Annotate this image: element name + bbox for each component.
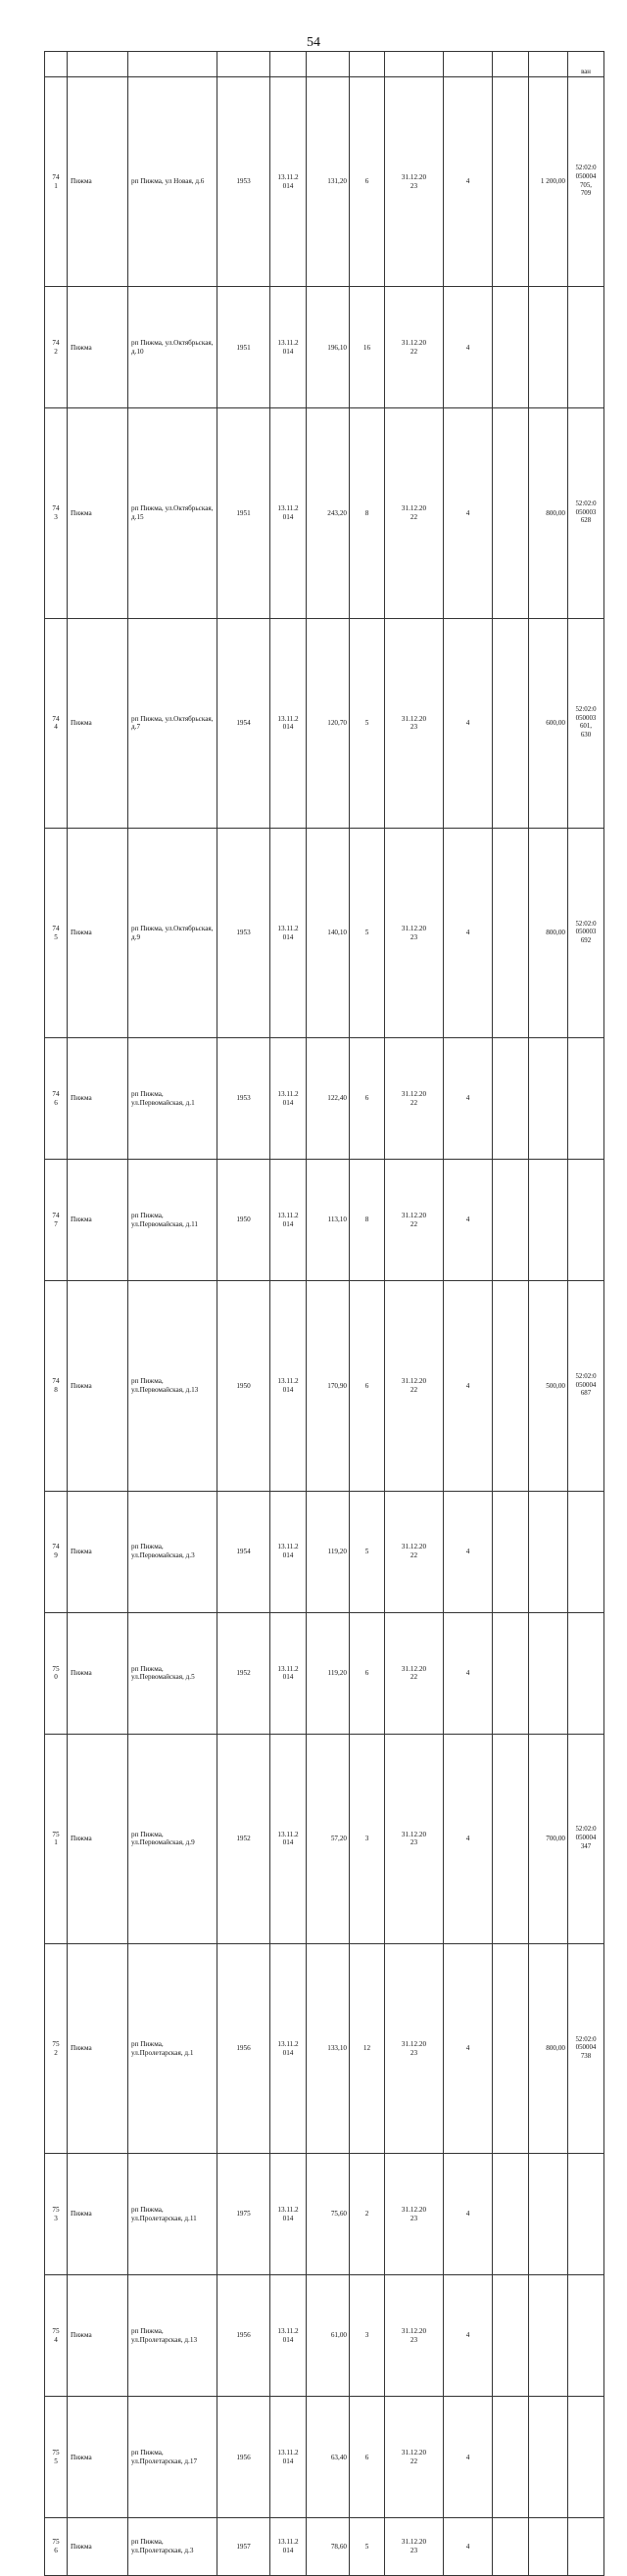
deadline-cell: 31.12.20 22	[385, 1491, 444, 1612]
cadastral-cell	[568, 2154, 604, 2275]
name-cell: Пижма	[68, 1612, 128, 1734]
area-cell: 57,20	[307, 1734, 350, 1943]
residents-cell: 5	[350, 618, 385, 828]
cadastral-cell	[568, 2397, 604, 2518]
category-cell: 4	[444, 1943, 493, 2153]
cost-cell	[529, 287, 568, 408]
address-cell: рп Пижма, ул.Первомайская, д.3	[128, 1491, 217, 1612]
area-cell: 119,20	[307, 1491, 350, 1612]
area-cell: 113,10	[307, 1160, 350, 1281]
cost-cell	[529, 2518, 568, 2575]
extra-cell	[493, 1281, 529, 1491]
address-cell: рп Пижма, ул.Первомайская, д.1	[128, 1038, 217, 1160]
name-cell: Пижма	[68, 2275, 128, 2397]
table-row	[45, 2397, 604, 2518]
residents-cell: 6	[350, 77, 385, 287]
residents-cell: 5	[350, 1491, 385, 1612]
name-cell: Пижма	[68, 2518, 128, 2575]
no-cell: 74 7	[45, 1160, 68, 1281]
table-row	[45, 618, 604, 828]
category-cell: 4	[444, 77, 493, 287]
deadline-cell: 31.12.20 22	[385, 1160, 444, 1281]
year-cell: 1951	[217, 408, 270, 618]
year-cell: 1952	[217, 1612, 270, 1734]
cadastral-cell: 52:02:0 050004 347	[568, 1734, 604, 1943]
residents-cell: 3	[350, 1734, 385, 1943]
no-cell: 74 9	[45, 1491, 68, 1612]
area-cell: 63,40	[307, 2397, 350, 2518]
name-cell: Пижма	[68, 1734, 128, 1943]
category-cell: 4	[444, 618, 493, 828]
cadastral-cell	[568, 2518, 604, 2575]
year-cell: 1950	[217, 1281, 270, 1491]
no-cell: 75 1	[45, 1734, 68, 1943]
year-cell: 1950	[217, 1160, 270, 1281]
category-cell: 4	[444, 2275, 493, 2397]
date-cell: 13.11.2 014	[270, 1734, 307, 1943]
address-cell: рп Пижма, ул.Первомайская, д.13	[128, 1281, 217, 1491]
cadastral-cell: 52:02:0 050003 692	[568, 828, 604, 1037]
cost-cell	[529, 1491, 568, 1612]
name-cell: Пижма	[68, 287, 128, 408]
cost-cell	[529, 1160, 568, 1281]
no-cell: 74 8	[45, 1281, 68, 1491]
table-row	[45, 1281, 604, 1491]
continuation-row	[45, 52, 604, 77]
cadastral-cell	[568, 1612, 604, 1734]
year-cell: 1975	[217, 2154, 270, 2275]
table-row	[45, 408, 604, 618]
housing-table	[44, 51, 604, 2576]
category-cell: 4	[444, 1038, 493, 1160]
category-cell: 4	[444, 2397, 493, 2518]
address-cell: рп Пижма, ул.Пролетарская, д.11	[128, 2154, 217, 2275]
cadastral-cell	[568, 287, 604, 408]
area-cell: 75,60	[307, 2154, 350, 2275]
address-cell: рп Пижма, ул.Пролетарская, д.17	[128, 2397, 217, 2518]
category-cell: 4	[444, 1491, 493, 1612]
name-cell: Пижма	[68, 1491, 128, 1612]
category-cell: 4	[444, 287, 493, 408]
address-cell: рп Пижма, ул.Первомайская, д.11	[128, 1160, 217, 1281]
deadline-cell: 31.12.20 23	[385, 77, 444, 287]
area-cell: 122,40	[307, 1038, 350, 1160]
address-cell: рп Пижма, ул.Октябрьская, д.9	[128, 828, 217, 1037]
cost-cell	[529, 2397, 568, 2518]
table-body	[45, 52, 604, 2576]
date-cell: 13.11.2 014	[270, 77, 307, 287]
no-cell: 75 0	[45, 1612, 68, 1734]
extra-cell	[493, 408, 529, 618]
cost-cell: 1 200,00	[529, 77, 568, 287]
extra-cell	[493, 618, 529, 828]
table-row	[45, 1160, 604, 1281]
deadline-cell: 31.12.20 22	[385, 1612, 444, 1734]
residents-cell: 3	[350, 2275, 385, 2397]
date-cell: 13.11.2 014	[270, 1612, 307, 1734]
category-cell: 4	[444, 828, 493, 1037]
address-cell: рп Пижма, ул.Пролетарская, д.1	[128, 1943, 217, 2153]
table-row	[45, 287, 604, 408]
deadline-cell: 31.12.20 23	[385, 1943, 444, 2153]
extra-cell	[493, 1491, 529, 1612]
no-cell: 75 2	[45, 1943, 68, 2153]
no-cell: 75 6	[45, 2518, 68, 2575]
no-cell: 74 1	[45, 77, 68, 287]
deadline-cell: 31.12.20 23	[385, 618, 444, 828]
area-cell: 196,10	[307, 287, 350, 408]
table-row	[45, 2154, 604, 2275]
no-cell: 74 6	[45, 1038, 68, 1160]
category-cell: 4	[444, 2518, 493, 2575]
name-cell: Пижма	[68, 1160, 128, 1281]
table-row	[45, 1943, 604, 2153]
date-cell: 13.11.2 014	[270, 2518, 307, 2575]
deadline-cell: 31.12.20 22	[385, 408, 444, 618]
category-cell: 4	[444, 1160, 493, 1281]
area-cell: 170,90	[307, 1281, 350, 1491]
extra-cell	[493, 828, 529, 1037]
residents-cell: 5	[350, 828, 385, 1037]
year-cell: 1954	[217, 618, 270, 828]
deadline-cell: 31.12.20 23	[385, 2154, 444, 2275]
address-cell: рп Пижма, ул Новая, д.6	[128, 77, 217, 287]
no-cell: 74 2	[45, 287, 68, 408]
date-cell: 13.11.2 014	[270, 1943, 307, 2153]
address-cell: рп Пижма, ул.Октябрьская, д.15	[128, 408, 217, 618]
deadline-cell: 31.12.20 23	[385, 2275, 444, 2397]
cadastral-cell: 52:02:0 050004 687	[568, 1281, 604, 1491]
cadastral-cell: 52:02:0 050004 738	[568, 1943, 604, 2153]
no-cell: 75 5	[45, 2397, 68, 2518]
cost-cell	[529, 2154, 568, 2275]
year-cell: 1951	[217, 287, 270, 408]
cost-cell: 500,00	[529, 1281, 568, 1491]
name-cell: Пижма	[68, 828, 128, 1037]
area-cell: 120,70	[307, 618, 350, 828]
deadline-cell: 31.12.20 22	[385, 2397, 444, 2518]
residents-cell: 5	[350, 2518, 385, 2575]
category-cell: 4	[444, 408, 493, 618]
deadline-cell: 31.12.20 23	[385, 1734, 444, 1943]
category-cell: 4	[444, 1734, 493, 1943]
table-row	[45, 2518, 604, 2575]
table-row	[45, 1612, 604, 1734]
deadline-cell: 31.12.20 22	[385, 1038, 444, 1160]
date-cell: 13.11.2 014	[270, 1038, 307, 1160]
name-cell: Пижма	[68, 1038, 128, 1160]
year-cell: 1957	[217, 2518, 270, 2575]
name-cell: Пижма	[68, 2397, 128, 2518]
name-cell: Пижма	[68, 618, 128, 828]
deadline-cell: 31.12.20 23	[385, 2518, 444, 2575]
cadastral-cell: 52:02:0 050004 705, 709	[568, 77, 604, 287]
date-cell: 13.11.2 014	[270, 287, 307, 408]
cost-cell: 800,00	[529, 408, 568, 618]
category-cell: 4	[444, 1612, 493, 1734]
page-number: 54	[307, 35, 320, 50]
table-row	[45, 1038, 604, 1160]
residents-cell: 6	[350, 1612, 385, 1734]
cost-cell	[529, 1612, 568, 1734]
cost-cell: 800,00	[529, 828, 568, 1037]
extra-cell	[493, 1160, 529, 1281]
deadline-cell: 31.12.20 22	[385, 1281, 444, 1491]
cost-cell	[529, 1038, 568, 1160]
category-cell: 4	[444, 2154, 493, 2275]
area-cell: 140,10	[307, 828, 350, 1037]
area-cell: 131,20	[307, 77, 350, 287]
status-cell: ван	[568, 52, 604, 77]
no-cell: 75 3	[45, 2154, 68, 2275]
deadline-cell: 31.12.20 22	[385, 287, 444, 408]
table-row	[45, 2275, 604, 2397]
name-cell: Пижма	[68, 1281, 128, 1491]
deadline-cell: 31.12.20 23	[385, 828, 444, 1037]
extra-cell	[493, 1612, 529, 1734]
year-cell: 1956	[217, 1943, 270, 2153]
cost-cell	[529, 2275, 568, 2397]
extra-cell	[493, 1038, 529, 1160]
extra-cell	[493, 287, 529, 408]
cost-cell: 600,00	[529, 618, 568, 828]
name-cell: Пижма	[68, 1943, 128, 2153]
cadastral-cell	[568, 1160, 604, 1281]
table-row	[45, 828, 604, 1037]
address-cell: рп Пижма, ул.Первомайская, д.5	[128, 1612, 217, 1734]
no-cell: 74 5	[45, 828, 68, 1037]
table-row	[45, 1734, 604, 1943]
date-cell: 13.11.2 014	[270, 1281, 307, 1491]
extra-cell	[493, 1734, 529, 1943]
table-row	[45, 77, 604, 287]
residents-cell: 8	[350, 1160, 385, 1281]
no-cell: 74 3	[45, 408, 68, 618]
year-cell: 1954	[217, 1491, 270, 1612]
cadastral-cell: 52:02:0 050003 601, 630	[568, 618, 604, 828]
date-cell: 13.11.2 014	[270, 2154, 307, 2275]
no-cell: 75 4	[45, 2275, 68, 2397]
extra-cell	[493, 1943, 529, 2153]
area-cell: 243,20	[307, 408, 350, 618]
cost-cell: 800,00	[529, 1943, 568, 2153]
year-cell: 1953	[217, 1038, 270, 1160]
residents-cell: 2	[350, 2154, 385, 2275]
area-cell: 119,20	[307, 1612, 350, 1734]
address-cell: рп Пижма, ул.Первомайская, д.9	[128, 1734, 217, 1943]
no-cell: 74 4	[45, 618, 68, 828]
area-cell: 78,60	[307, 2518, 350, 2575]
table-row	[45, 1491, 604, 1612]
residents-cell: 8	[350, 408, 385, 618]
date-cell: 13.11.2 014	[270, 2275, 307, 2397]
cadastral-cell	[568, 1491, 604, 1612]
date-cell: 13.11.2 014	[270, 618, 307, 828]
date-cell: 13.11.2 014	[270, 1491, 307, 1612]
residents-cell: 16	[350, 287, 385, 408]
cadastral-cell	[568, 1038, 604, 1160]
address-cell: рп Пижма, ул.Пролетарская, д.13	[128, 2275, 217, 2397]
date-cell: 13.11.2 014	[270, 1160, 307, 1281]
extra-cell	[493, 2397, 529, 2518]
year-cell: 1952	[217, 1734, 270, 1943]
extra-cell	[493, 2275, 529, 2397]
name-cell: Пижма	[68, 408, 128, 618]
address-cell: рп Пижма, ул.Пролетарская, д.3	[128, 2518, 217, 2575]
cadastral-cell: 52:02:0 050003 628	[568, 408, 604, 618]
residents-cell: 6	[350, 1281, 385, 1491]
date-cell: 13.11.2 014	[270, 2397, 307, 2518]
residents-cell: 6	[350, 1038, 385, 1160]
address-cell: рп Пижма, ул.Октябрьская, д.10	[128, 287, 217, 408]
year-cell: 1953	[217, 828, 270, 1037]
extra-cell	[493, 2154, 529, 2275]
address-cell: рп Пижма, ул.Октябрьская, д.7	[128, 618, 217, 828]
extra-cell	[493, 77, 529, 287]
category-cell: 4	[444, 1281, 493, 1491]
cadastral-cell	[568, 2275, 604, 2397]
date-cell: 13.11.2 014	[270, 408, 307, 618]
year-cell: 1956	[217, 2397, 270, 2518]
area-cell: 61,00	[307, 2275, 350, 2397]
cost-cell: 700,00	[529, 1734, 568, 1943]
residents-cell: 12	[350, 1943, 385, 2153]
extra-cell	[493, 2518, 529, 2575]
name-cell: Пижма	[68, 77, 128, 287]
year-cell: 1956	[217, 2275, 270, 2397]
residents-cell: 6	[350, 2397, 385, 2518]
year-cell: 1953	[217, 77, 270, 287]
date-cell: 13.11.2 014	[270, 828, 307, 1037]
area-cell: 133,10	[307, 1943, 350, 2153]
name-cell: Пижма	[68, 2154, 128, 2275]
